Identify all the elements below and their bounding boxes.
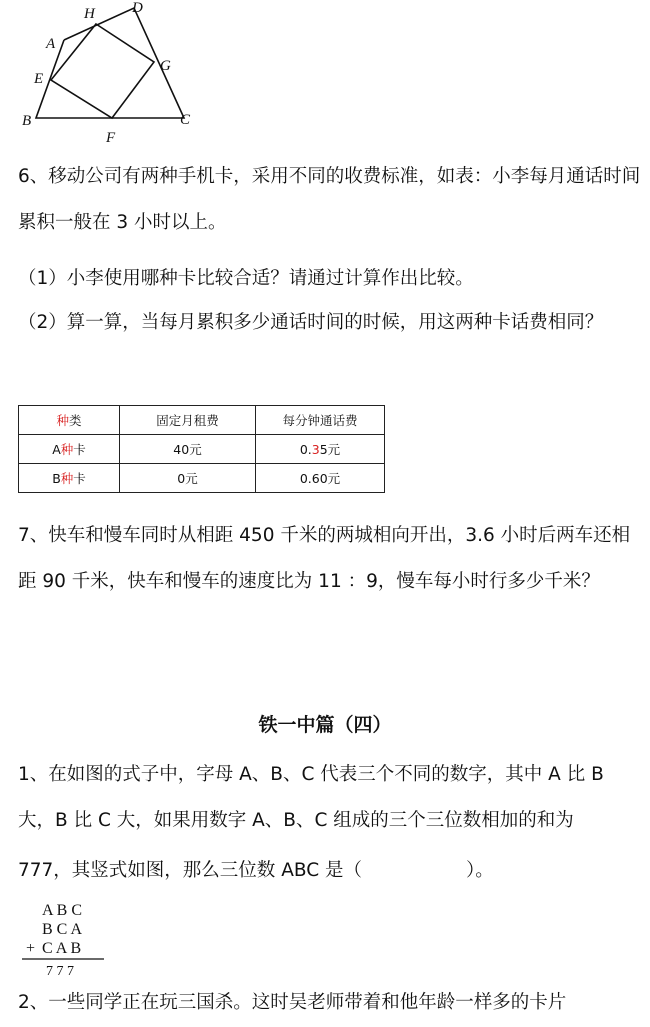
label-H: H — [84, 6, 95, 22]
label-D: D — [132, 0, 143, 16]
q6-text: 6、移动公司有两种手机卡，采用不同的收费标准，如表：小李每月通话时间累积一般在 3 小时以上。 — [18, 166, 641, 233]
sum-row-1: A B C — [42, 902, 83, 919]
sum-plus: + — [26, 940, 36, 957]
q7-text: 7、快车和慢车同时从相距 450 千米的两城相向开出，3.6 小时后两车还相距 90 千米，快车和慢车的速度比为 11 ：9，慢车每小时行多少千米？ — [18, 525, 631, 592]
cell-rent: 40元 — [120, 435, 256, 464]
table-row — [19, 464, 385, 493]
p1-text: 1、在如图的式子中，字母 A、B、C 代表三个不同的数字，其中 A 比 B 大，B 比 C 大，如果用数字 A、B、C 组成的三个三位数相加的和为 — [18, 764, 604, 831]
label-G: G — [160, 58, 171, 74]
table-row — [19, 435, 385, 464]
section-title: 铁一中篇（四） — [258, 714, 392, 736]
sum-result: 7 7 7 — [46, 964, 74, 979]
label-B: B — [22, 113, 32, 129]
cell-kind: B种卡 — [19, 464, 120, 493]
vertical-addition — [18, 898, 108, 980]
fee-table — [18, 405, 385, 493]
cell-fee: 0.35元 — [256, 435, 385, 464]
cell-fee: 0.60元 — [256, 464, 385, 493]
header-rent: 固定月租费 — [120, 406, 256, 435]
geometry-figure — [14, 0, 214, 150]
p1-last-line: 777，其竖式如图，那么三位数 ABC 是（ ）。 — [18, 860, 494, 881]
header-kind: 种类 — [19, 406, 120, 435]
p2-text: 2、一些同学正在玩三国杀。这时吴老师带着和他年龄一样多的卡片 — [18, 992, 567, 1013]
label-C: C — [180, 112, 191, 128]
sum-row-3: C A B — [42, 940, 82, 957]
q6-sub1: （1）小李使用哪种卡比较合适？请通过计算作出比较。 — [18, 268, 474, 289]
cell-rent: 0元 — [120, 464, 256, 493]
q6-sub2: （2）算一算，当每月累积多少通话时间的时候，用这两种卡话费相同？ — [18, 312, 604, 333]
label-F: F — [106, 130, 116, 146]
cell-kind: A种卡 — [19, 435, 120, 464]
sum-row-2: B C A — [42, 921, 83, 938]
header-per-minute: 每分钟通话费 — [256, 406, 385, 435]
label-A: A — [46, 36, 56, 52]
table-header-row — [19, 406, 385, 435]
label-E: E — [34, 71, 44, 87]
